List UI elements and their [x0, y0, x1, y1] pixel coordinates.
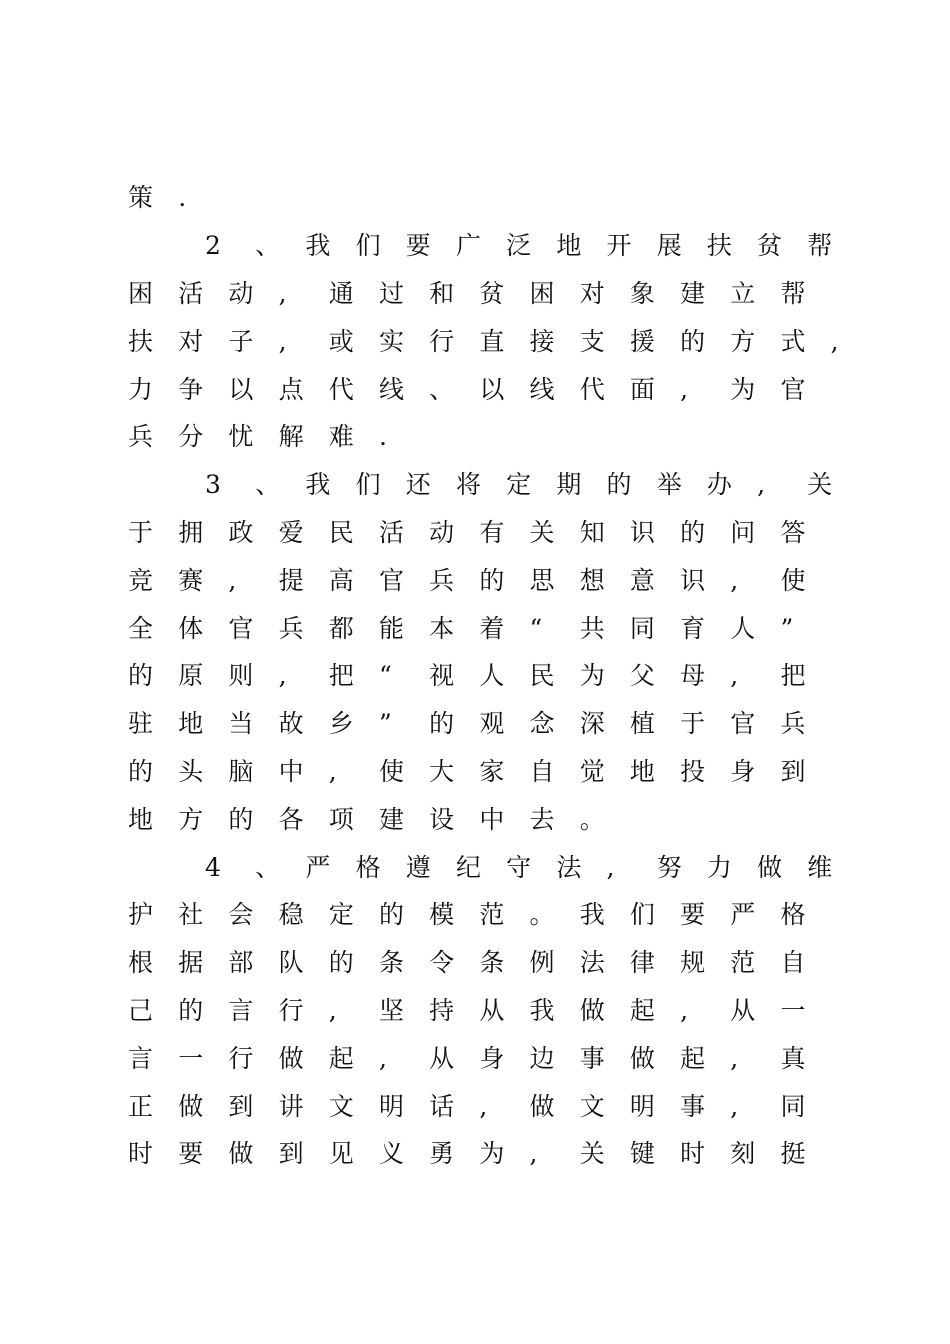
text-line [128, 174, 848, 222]
text-char: 地 [629, 756, 655, 786]
text-char: 实 [378, 326, 404, 356]
text-char: 人 [479, 661, 505, 691]
text-char: 自 [780, 948, 806, 978]
text-char: 接 [529, 326, 555, 356]
text-char: 使 [780, 565, 806, 595]
text-char: 文 [328, 1091, 354, 1121]
text-char: 身 [730, 756, 756, 786]
text-char: 要 [680, 900, 706, 930]
text-char: 去 [529, 804, 555, 834]
text-char: 赛 [178, 565, 204, 595]
text-char: 坚 [378, 995, 404, 1025]
text-char: 格 [355, 852, 381, 882]
text-char: 贫 [479, 278, 505, 308]
text-char: 以 [479, 374, 505, 404]
text-char: 方 [730, 326, 756, 356]
text-char: 的 [479, 565, 505, 595]
text-char: 起 [328, 1043, 354, 1073]
text-char: 民 [328, 517, 354, 547]
text-char: 的 [429, 709, 455, 739]
text-char: 社 [178, 900, 204, 930]
text-char: , [730, 565, 739, 595]
text-char: , [328, 995, 337, 1025]
text-char: 做 [529, 1091, 555, 1121]
text-line [128, 1082, 848, 1130]
text-char: 条 [479, 948, 505, 978]
text-char: 到 [228, 1091, 254, 1121]
text-char: 例 [529, 948, 555, 978]
text-char: 范 [479, 900, 505, 930]
text-char: 通 [328, 278, 354, 308]
text-char: 4 [205, 852, 221, 882]
text-char: 做 [579, 995, 605, 1025]
text-char: 解 [278, 422, 304, 452]
text-char: 们 [629, 900, 655, 930]
text-char: 各 [278, 804, 304, 834]
text-char: 深 [579, 709, 605, 739]
text-char: 话 [429, 1091, 455, 1121]
text-char: 过 [378, 278, 404, 308]
text-char: 扶 [128, 326, 154, 356]
text-char: 的 [128, 756, 154, 786]
text-line [128, 365, 848, 413]
text-char: 法 [556, 852, 582, 882]
text-char: 持 [429, 995, 455, 1025]
text-char: 的 [606, 470, 632, 500]
text-char: 做 [757, 852, 783, 882]
text-char: 开 [606, 231, 632, 261]
text-char: 泛 [506, 231, 532, 261]
text-char: 识 [680, 565, 706, 595]
text-char: 代 [328, 374, 354, 404]
text-char: 身 [479, 1043, 505, 1073]
text-char: 做 [178, 1091, 204, 1121]
text-char: ” [780, 613, 794, 643]
text-char: 真 [780, 1043, 806, 1073]
text-char: 母 [680, 661, 706, 691]
text-char: 把 [328, 661, 354, 691]
text-char: 本 [429, 613, 455, 643]
text-char: 或 [328, 326, 354, 356]
text-char: , [378, 1043, 387, 1073]
text-char: 据 [178, 948, 204, 978]
text-char: 式 [780, 326, 806, 356]
text-char: 的 [378, 900, 404, 930]
text-char: 觉 [579, 756, 605, 786]
text-char: 还 [405, 470, 431, 500]
text-char: , [328, 756, 337, 786]
text-char: 难 [328, 422, 354, 452]
text-char: 时 [680, 1139, 706, 1169]
text-char: , [228, 565, 237, 595]
text-char: 令 [429, 948, 455, 978]
text-char: 做 [278, 1043, 304, 1073]
text-char: 观 [479, 709, 505, 739]
text-char: 代 [579, 374, 605, 404]
text-line [128, 891, 848, 939]
text-char: 家 [479, 756, 505, 786]
text-line [128, 795, 848, 843]
text-char: 竞 [128, 565, 154, 595]
text-char: , [680, 995, 689, 1025]
text-char: , [529, 1139, 538, 1169]
text-char: 遵 [405, 852, 431, 882]
text-char: 文 [579, 1091, 605, 1121]
text-char: 兵 [780, 709, 806, 739]
text-char: 的 [128, 661, 154, 691]
text-char: 定 [328, 900, 354, 930]
text-char: 边 [529, 1043, 555, 1073]
text-char: 视 [429, 661, 455, 691]
text-char: 扶 [706, 231, 732, 261]
text-char: 勇 [429, 1139, 455, 1169]
text-char: , [730, 1043, 739, 1073]
text-char: 官 [228, 613, 254, 643]
text-char: 、 [255, 231, 281, 261]
text-char: 知 [579, 517, 605, 547]
text-char: 事 [579, 1043, 605, 1073]
text-char: 活 [378, 517, 404, 547]
text-char: 键 [629, 1139, 655, 1169]
text-char: 。 [529, 900, 555, 930]
text-char: , [830, 326, 839, 356]
text-char: 想 [579, 565, 605, 595]
text-char: 民 [529, 661, 555, 691]
text-char: 时 [128, 1139, 154, 1169]
text-char: 条 [378, 948, 404, 978]
text-line [128, 413, 848, 461]
text-char: 纪 [455, 852, 481, 882]
text-char: 办 [706, 470, 732, 500]
text-char: 分 [178, 422, 204, 452]
text-char: 护 [128, 900, 154, 930]
text-char: 我 [305, 231, 331, 261]
text-char: 头 [178, 756, 204, 786]
text-line [128, 939, 848, 987]
text-char: 乡 [328, 709, 354, 739]
text-char: 们 [355, 470, 381, 500]
text-char: 脑 [228, 756, 254, 786]
text-char: 将 [455, 470, 481, 500]
text-line [128, 1130, 848, 1178]
text-char: 人 [730, 613, 756, 643]
text-char: 行 [429, 326, 455, 356]
text-char: 忧 [228, 422, 254, 452]
text-line [128, 509, 848, 557]
text-char: 关 [807, 470, 833, 500]
text-char: 做 [629, 1043, 655, 1073]
text-char: 要 [178, 1139, 204, 1169]
text-char: 兵 [278, 613, 304, 643]
text-char: 大 [429, 756, 455, 786]
text-char: 、 [429, 374, 455, 404]
text-char: 格 [780, 900, 806, 930]
text-char: 援 [629, 326, 655, 356]
text-char: 地 [128, 804, 154, 834]
text-char: , [730, 1091, 739, 1121]
text-char: 官 [780, 374, 806, 404]
text-char: 驻 [128, 709, 154, 739]
text-char: 行 [278, 995, 304, 1025]
text-char: 于 [680, 709, 706, 739]
text-char: 同 [780, 1091, 806, 1121]
text-char: 中 [479, 804, 505, 834]
text-char: 和 [429, 278, 455, 308]
text-char: 政 [228, 517, 254, 547]
text-char: 力 [128, 374, 154, 404]
text-char: 2 [205, 231, 221, 261]
text-char: 当 [228, 709, 254, 739]
text-char: 严 [730, 900, 756, 930]
text-line [128, 556, 848, 604]
text-char: 困 [128, 278, 154, 308]
text-char: 部 [228, 948, 254, 978]
text-char: 队 [278, 948, 304, 978]
text-char: 有 [479, 517, 505, 547]
text-char: 投 [680, 756, 706, 786]
text-char: “ [529, 613, 543, 643]
text-char: 使 [378, 756, 404, 786]
text-char: ” [378, 709, 392, 739]
text-char: , [278, 661, 287, 691]
text-char: 见 [328, 1139, 354, 1169]
text-char: 3 [205, 470, 221, 500]
text-char: , [757, 470, 766, 500]
text-char: 育 [680, 613, 706, 643]
text-char: 自 [529, 756, 555, 786]
text-char: , [278, 326, 287, 356]
text-char: 地 [556, 231, 582, 261]
text-char: 根 [128, 948, 154, 978]
text-char: , [680, 374, 689, 404]
text-char: 。 [579, 804, 605, 834]
text-line [128, 843, 848, 891]
text-line [128, 700, 848, 748]
text-char: 支 [579, 326, 605, 356]
text-char: 的 [680, 326, 706, 356]
text-char: 象 [629, 278, 655, 308]
text-char: 点 [278, 374, 304, 404]
text-char: 为 [730, 374, 756, 404]
text-char: 动 [429, 517, 455, 547]
text-char: 中 [278, 756, 304, 786]
text-char: 从 [730, 995, 756, 1025]
text-char: 们 [355, 231, 381, 261]
text-char: 讲 [278, 1091, 304, 1121]
text-char: 困 [529, 278, 555, 308]
text-line [128, 317, 848, 365]
text-line [128, 652, 848, 700]
text-char: 举 [656, 470, 682, 500]
text-char: 、 [255, 852, 281, 882]
text-char: 方 [178, 804, 204, 834]
text-char: , [479, 1091, 488, 1121]
text-char: 努 [656, 852, 682, 882]
text-char: 言 [128, 1043, 154, 1073]
text-line [128, 1034, 848, 1082]
text-char: 律 [629, 948, 655, 978]
text-char: 争 [178, 374, 204, 404]
text-char: 我 [305, 470, 331, 500]
text-char: 义 [378, 1139, 404, 1169]
text-char: 从 [479, 995, 505, 1025]
text-char: 高 [328, 565, 354, 595]
text-char: 子 [228, 326, 254, 356]
text-char: 一 [178, 1043, 204, 1073]
text-char: 爱 [278, 517, 304, 547]
text-char: 的 [228, 804, 254, 834]
text-char: 的 [680, 517, 706, 547]
text-char: 提 [278, 565, 304, 595]
text-char: 能 [378, 613, 404, 643]
text-char: 法 [579, 948, 605, 978]
text-char: 官 [730, 709, 756, 739]
text-char: 我 [579, 900, 605, 930]
text-char: 展 [656, 231, 682, 261]
text-char: 我 [529, 995, 555, 1025]
text-char: 建 [378, 804, 404, 834]
text-char: 会 [228, 900, 254, 930]
text-char: 原 [178, 661, 204, 691]
text-char: 项 [328, 804, 354, 834]
text-char: 力 [706, 852, 732, 882]
text-char: 策 [128, 183, 154, 213]
text-char: 意 [629, 565, 655, 595]
text-char: 以 [228, 374, 254, 404]
text-char: 定 [506, 470, 532, 500]
text-char: 贫 [757, 231, 783, 261]
text-char: 则 [228, 661, 254, 691]
text-char: 答 [780, 517, 806, 547]
text-char: 故 [278, 709, 304, 739]
text-char: 一 [780, 995, 806, 1025]
text-char: 兵 [429, 565, 455, 595]
body-text [128, 174, 848, 1178]
text-char: 行 [228, 1043, 254, 1073]
text-char: 要 [405, 231, 431, 261]
text-char: 从 [429, 1043, 455, 1073]
text-char: 对 [178, 326, 204, 356]
text-char: 动 [228, 278, 254, 308]
text-char: 面 [629, 374, 655, 404]
text-char: 父 [629, 661, 655, 691]
text-char: 明 [378, 1091, 404, 1121]
text-char: 于 [128, 517, 154, 547]
text-char: 己 [128, 995, 154, 1025]
text-char: 地 [178, 709, 204, 739]
text-char: 问 [730, 517, 756, 547]
text-char: 关 [579, 1139, 605, 1169]
text-char: . [378, 422, 387, 452]
text-char: 为 [479, 1139, 505, 1169]
text-char: 着 [479, 613, 505, 643]
text-char: 范 [730, 948, 756, 978]
text-char: , [730, 661, 739, 691]
text-char: 线 [378, 374, 404, 404]
text-char: 都 [328, 613, 354, 643]
text-char: 对 [579, 278, 605, 308]
text-char: 同 [629, 613, 655, 643]
text-char: 把 [780, 661, 806, 691]
text-line [128, 461, 848, 509]
text-char: 思 [529, 565, 555, 595]
text-char: 共 [579, 613, 605, 643]
text-char: 拥 [178, 517, 204, 547]
text-char: 明 [629, 1091, 655, 1121]
text-char: 的 [178, 995, 204, 1025]
text-char: 为 [579, 661, 605, 691]
text-char: 关 [529, 517, 555, 547]
text-char: 广 [455, 231, 481, 261]
text-char: 全 [128, 613, 154, 643]
text-char: 官 [378, 565, 404, 595]
text-char: 起 [680, 1043, 706, 1073]
text-char: , [278, 278, 287, 308]
text-char: 守 [506, 852, 532, 882]
text-line [128, 748, 848, 796]
text-char: 植 [629, 709, 655, 739]
text-char: 体 [178, 613, 204, 643]
text-char: . [178, 183, 187, 213]
text-line [128, 987, 848, 1035]
text-char: 念 [529, 709, 555, 739]
text-char: 帮 [807, 231, 833, 261]
text-char: 稳 [278, 900, 304, 930]
text-char: 正 [128, 1091, 154, 1121]
text-char: 设 [429, 804, 455, 834]
text-char: 立 [730, 278, 756, 308]
text-line [128, 270, 848, 318]
text-char: 刻 [730, 1139, 756, 1169]
text-char: 识 [629, 517, 655, 547]
text-char: 严 [305, 852, 331, 882]
text-char: 维 [807, 852, 833, 882]
text-char: 线 [529, 374, 555, 404]
text-char: 的 [328, 948, 354, 978]
text-char: 事 [680, 1091, 706, 1121]
text-char: 到 [278, 1139, 304, 1169]
text-char: “ [378, 661, 392, 691]
text-line [128, 222, 848, 270]
text-char: 帮 [780, 278, 806, 308]
text-char: 挺 [780, 1139, 806, 1169]
text-char: 直 [479, 326, 505, 356]
text-char: 兵 [128, 422, 154, 452]
text-char: 言 [228, 995, 254, 1025]
text-char: 活 [178, 278, 204, 308]
text-char: 、 [255, 470, 281, 500]
text-char: , [606, 852, 615, 882]
text-char: 建 [680, 278, 706, 308]
text-char: 期 [556, 470, 582, 500]
text-char: 模 [429, 900, 455, 930]
text-char: 到 [780, 756, 806, 786]
text-char: 规 [680, 948, 706, 978]
text-char: 做 [228, 1139, 254, 1169]
text-line [128, 604, 848, 652]
text-char: 起 [629, 995, 655, 1025]
